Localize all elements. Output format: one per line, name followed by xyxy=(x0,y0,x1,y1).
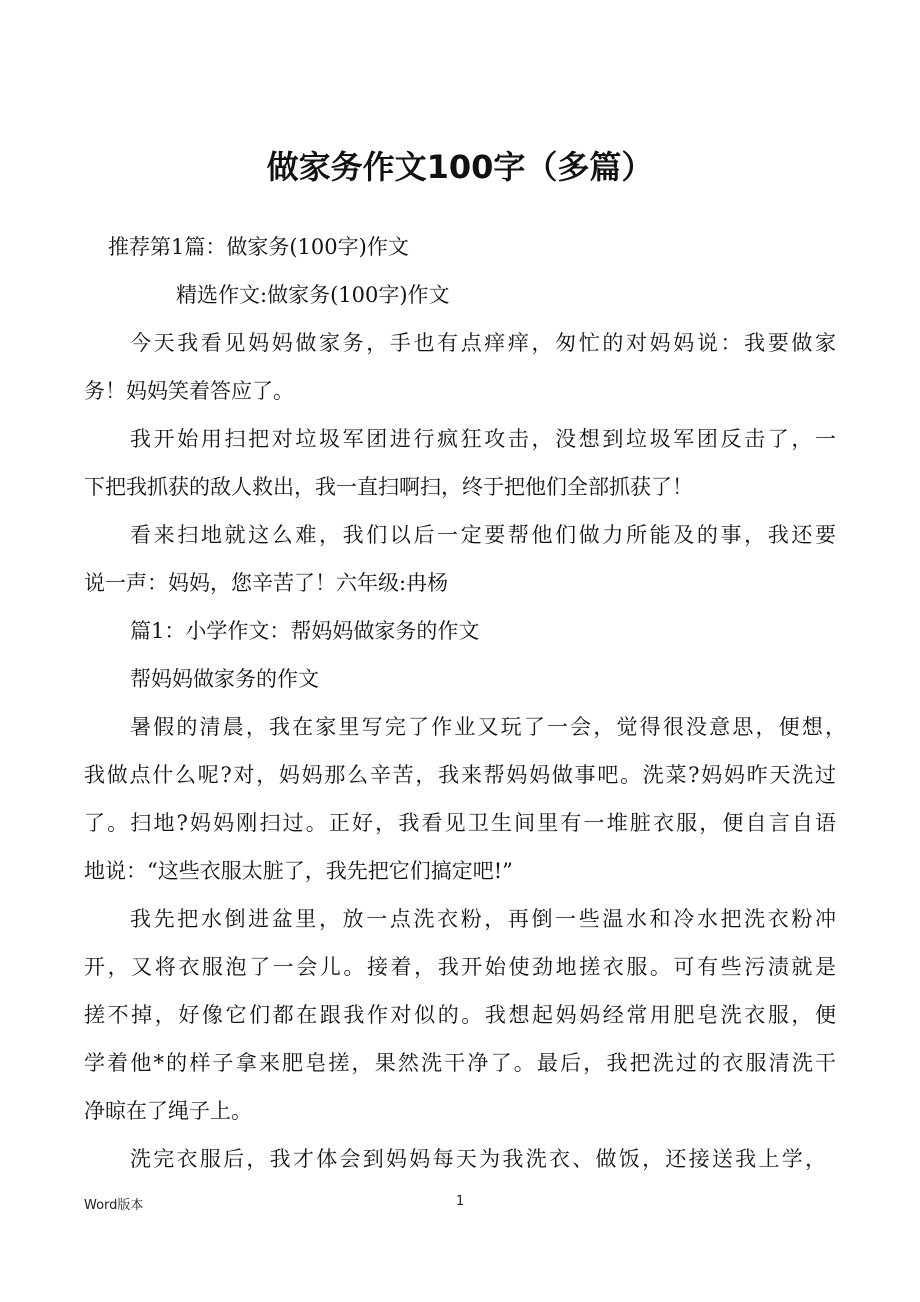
paragraph-line: 今天我看见妈妈做家务，手也有点痒痒，匆忙的对妈妈说：我要做家 xyxy=(130,331,836,355)
page-number: 1 xyxy=(456,1194,465,1209)
paragraph-line: 学着他*的样子拿来肥皂搓，果然洗干净了。最后，我把洗过的衣服清洗干 xyxy=(84,1051,836,1075)
paragraph-line: 了。扫地?妈妈刚扫过。正好，我看见卫生间里有一堆脏衣服，便自言自语 xyxy=(84,811,836,835)
section-heading: 篇1：小学作文：帮妈妈做家务的作文 xyxy=(130,619,480,643)
paragraph-line: 暑假的清晨，我在家里写完了作业又玩了一会，觉得很没意思，便想， xyxy=(130,715,846,739)
section-subtitle: 帮妈妈做家务的作文 xyxy=(130,667,319,691)
paragraph-line: 看来扫地就这么难，我们以后一定要帮他们做力所能及的事，我还要 xyxy=(130,523,836,547)
paragraph-line: 务！妈妈笑着答应了。 xyxy=(84,379,294,403)
paragraph-line: 我先把水倒进盆里，放一点洗衣粉，再倒一些温水和冷水把洗衣粉冲 xyxy=(130,907,836,931)
subheading-1: 推荐第1篇：做家务(100字)作文 xyxy=(108,235,409,259)
paragraph-line: 地说：“这些衣服太脏了，我先把它们搞定吧!” xyxy=(84,859,513,883)
paragraph-line: 洗完衣服后，我才体会到妈妈每天为我洗衣、做饭，还接送我上学， xyxy=(130,1147,826,1171)
paragraph-line: 净晾在了绳子上。 xyxy=(84,1099,252,1123)
subheading-2: 精选作文:做家务(100字)作文 xyxy=(176,283,450,307)
paragraph-line: 我做点什么呢?对，妈妈那么辛苦，我来帮妈妈做事吧。洗菜?妈妈昨天洗过 xyxy=(84,763,836,787)
paragraph-line: 说一声：妈妈，您辛苦了！六年级:冉杨 xyxy=(84,571,449,595)
paragraph-line: 下把我抓获的敌人救出，我一直扫啊扫，终于把他们全部抓获了！ xyxy=(84,475,693,499)
paragraph-line: 开，又将衣服泡了一会儿。接着，我开始使劲地搓衣服。可有些污渍就是 xyxy=(84,955,836,979)
paragraph-line: 搓不掉，好像它们都在跟我作对似的。我想起妈妈经常用肥皂洗衣服，便 xyxy=(84,1003,836,1027)
document-title: 做家务作文100字（多篇） xyxy=(266,148,654,186)
footer-label: Word版本 xyxy=(84,1198,144,1213)
paragraph-line: 我开始用扫把对垃圾军团进行疯狂攻击，没想到垃圾军团反击了，一 xyxy=(130,427,836,451)
